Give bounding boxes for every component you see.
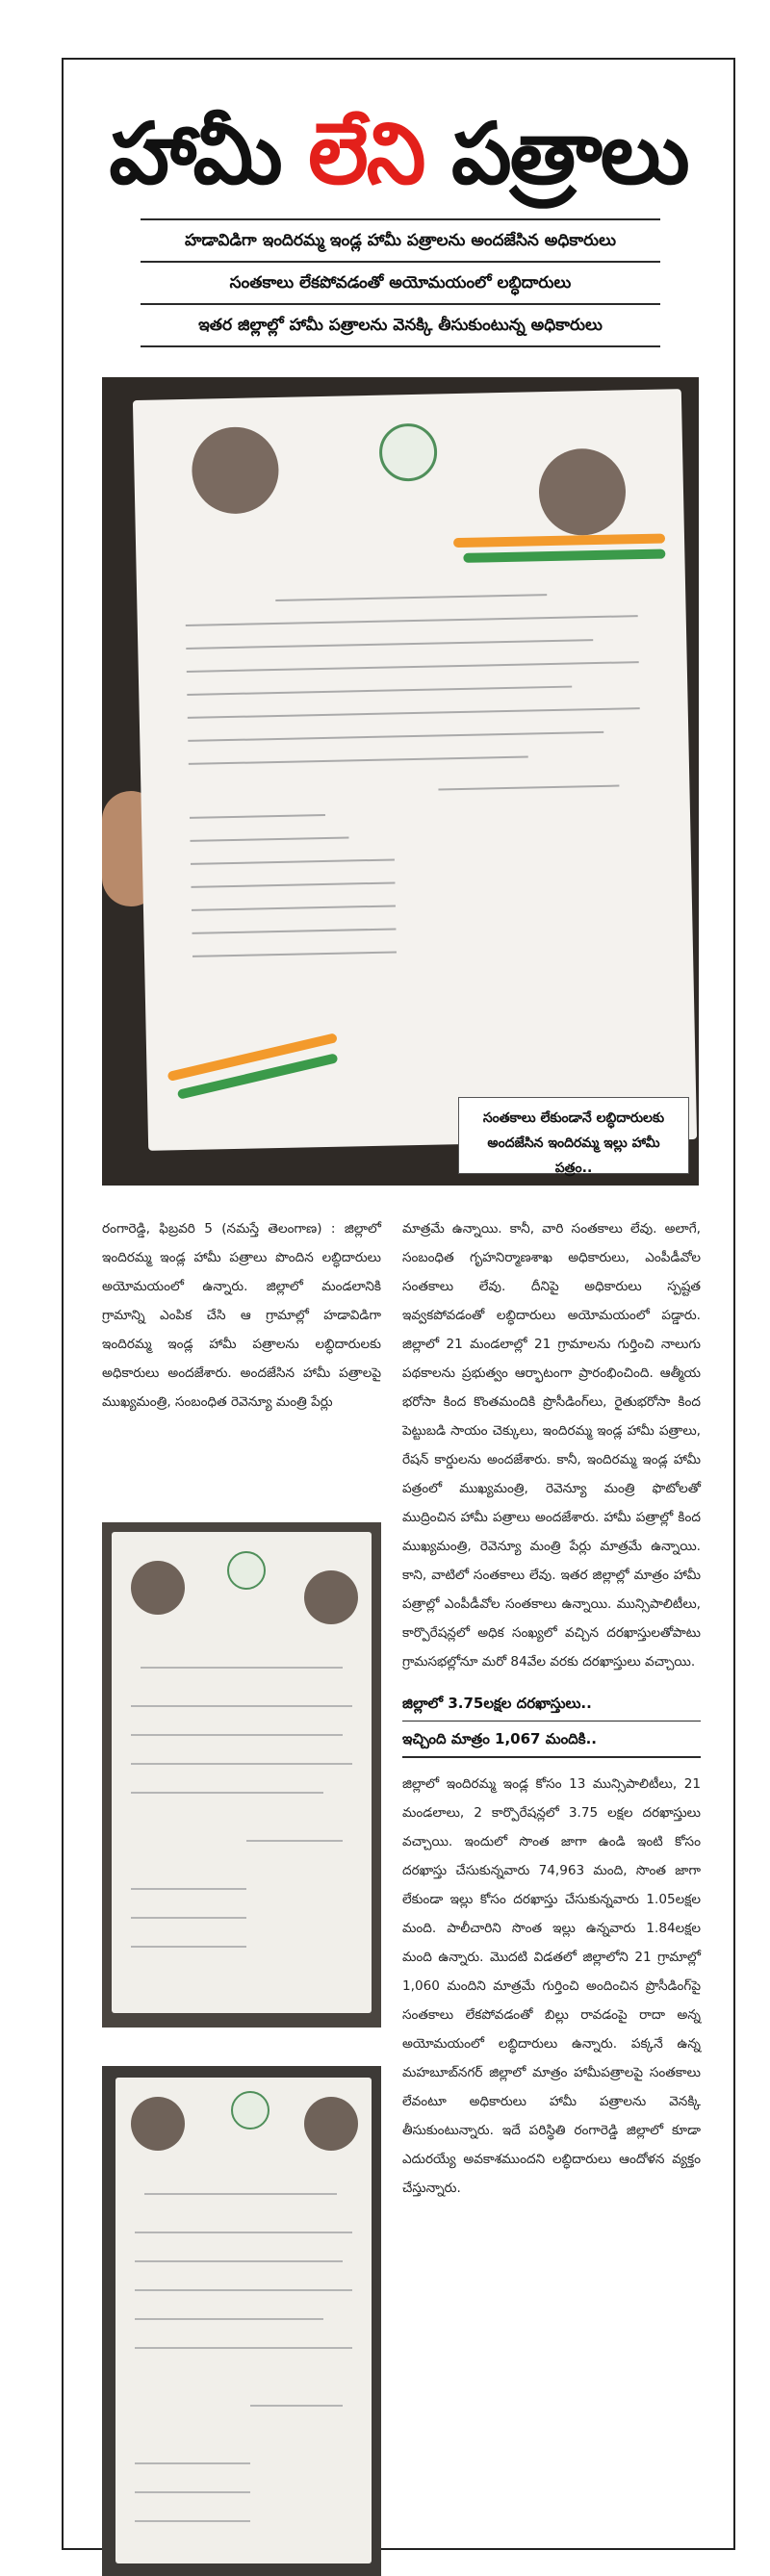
- headline-part-1: హామీ: [109, 104, 309, 203]
- revenue-minister-photo: [304, 1570, 358, 1624]
- article-paragraph-main: మాత్రమే ఉన్నాయి. కానీ, వారి సంతకాలు లేవు. అలాగే, సంబంధిత గృహనిర్మాణశాఖ అధికారులు, ఎంపీడీవోల సంతకాలు లేవు. దీనిపై అధికారులు స్పష్టత ఇవ్వకపోవడంతో లబ్ధిదారులు అయోమయంలో పడ్డారు. జిల్లాలో 21 మండలాల్లో 21 గ్రామాలను గుర్తించి నాలుగు పథకాలను ప్రభుత్వం ఆర్భాటంగా ప్రారంభించింది. ఆత్మీయ భరోసా కింద కొంతమందికి ప్రొసీడింగ్‌లు, రైతుభరోసా కింద పెట్టుబడి సాయం చెక్కులు, ఇందిరమ్మ ఇండ్ల హామీ పత్రాలు, రేషన్ కార్డులను అందజేశారు. కానీ, ఇందిరమ్మ ఇండ్ల హామీ పత్రంలో ముఖ్యమంత్రి, రెవెన్యూ మంత్రి ఫొటోలతో ముద్రించిన హామీ పత్రాలు అందజేశారు. హామీ పత్రాల్లో కింద ముఖ్యమంత్రి, రెవెన్యూ మంత్రి పేర్లు మాత్రమే ఉన్నాయి. కాని, వాటిలో సంతకాలు లేవు. ఇతర జిల్లాల్లో మాత్రం హామీ పత్రాల్లో ఎంపీడీవోల సంతకాలు ఉన్నాయి. మున్సిపాలిటీలు, కార్పొరేషన్లలో అధిక సంఖ్యలో వచ్చిన దరఖాస్తులతోపాటు గ్రామసభల్లోనూ మరో 84వేల వరకు దరఖాస్తులు వచ్చాయి.: [402, 1221, 701, 1670]
- document-paper-3: [116, 2078, 372, 2563]
- chief-minister-photo: [131, 2097, 185, 2151]
- chief-minister-photo: [192, 426, 280, 515]
- document-text-lines: [185, 592, 645, 979]
- revenue-minister-photo: [304, 2097, 358, 2151]
- state-emblem-icon: [378, 422, 437, 481]
- article-paragraph-intro: రంగారెడ్డి, ఫిబ్రవరి 5 (నమస్తే తెలంగాణ) : జిల్లాలో ఇందిరమ్మ ఇండ్ల హామీ పత్రాలు పొందిన లబ్ధిదారులు అయోమయంలో ఉన్నారు. జిల్లాలో మండలానికి గ్రామాన్ని ఎంపిక చేసి ఆ గ్రామాల్లో హడావిడిగా ఇందిరమ్మ ఇండ్ల హామీ పత్రాలను లబ్ధిదారులకు అధికారులు అందజేశారు. అందజేసిన హామీ పత్రాలపై ముఖ్యమంత్రి, సంబంధిత రెవెన్యూ మంత్రి పేర్లు: [102, 1221, 381, 1410]
- kicker-line: సంతకాలు లేకపోవడంతో అయోమయంలో లబ్ధిదారులు: [141, 263, 660, 305]
- kicker-line: హడావిడిగా ఇందిరమ్మ ఇండ్ల హామీ పత్రాలను అందజేసిన అధికారులు: [141, 218, 660, 263]
- revenue-minister-photo: [538, 447, 627, 536]
- guarantee-document-photo: [102, 377, 699, 1186]
- green-swoosh: [463, 548, 665, 562]
- document-paper-2: [112, 1532, 372, 2013]
- subheading-applications: జిల్లాలో 3.75లక్షల దరఖాస్తులు..: [402, 1686, 701, 1722]
- headline: [64, 102, 733, 206]
- document-photo-3: [102, 2066, 381, 2576]
- state-emblem-icon: [231, 2091, 270, 2130]
- photo-caption: సంతకాలు లేకుండానే లబ్ధిదారులకు అందజేసిన ఇందిరమ్మ ఇల్లు హామీ పత్రం..: [458, 1097, 689, 1174]
- chief-minister-photo: [131, 1561, 185, 1615]
- document-photo-2: [102, 1522, 381, 2028]
- document-paper: [133, 389, 697, 1151]
- headline-part-2-highlight: లేని: [308, 104, 424, 203]
- subheading-granted: ఇచ్చింది మాత్రం 1,067 మందికి..: [402, 1730, 597, 1747]
- state-emblem-icon: [227, 1551, 266, 1590]
- article-right-column: [402, 1214, 701, 2203]
- headline-part-3: పత్రాలు: [424, 104, 688, 203]
- article-left-column: [102, 1214, 381, 1416]
- subheading-block: [402, 1686, 701, 1758]
- kicker-list: [141, 218, 660, 347]
- article-paragraph-stats: జిల్లాలో ఇందిరమ్మ ఇండ్ల కోసం 13 మున్సిపాలిటీలు, 21 మండలాలు, 2 కార్పొరేషన్లలో 3.75 లక్షల దరఖాస్తులు వచ్చాయి. ఇందులో సొంత జాగా ఉండి ఇంటి కోసం దరఖాస్తు చేసుకున్నవారు 74,963 మంది, సొంత జాగా లేకుండా ఇల్లు కోసం దరఖాస్తు చేసుకున్నవారు 1.05లక్షల మంది. పాలీచారిని సొంత ఇల్లు ఉన్నవారు 1.84లక్షల మంది ఉన్నారు. మొదటి విడతలో జిల్లాలోని 21 గ్రామాల్లో 1,060 మందిని మాత్రమే గుర్తించి అందించిన ప్రొసీడింగ్‌పై సంతకాలు లేకపోవడంతో బిల్లు రావడంపై రాదా అన్న అయోమయంలో లబ్ధిదారులు ఉన్నారు. పక్కనే ఉన్న మహబూబ్‌నగర్ జిల్లాలో మాత్రం హామీపత్రాలపై సంతకాలు లేవంటూ అధికారులు హామీ పత్రాలను వెనక్కి తీసుకుంటున్నారు. ఇదే పరిస్థితి రంగారెడ్డి జిల్లాలో కూడా ఎదురయ్యే అవకాశముందని లబ్ధిదారులు ఆందోళన వ్యక్తం చేస్తున్నారు.: [402, 1776, 701, 2196]
- newspaper-clipping: [62, 58, 735, 2550]
- saffron-swoosh: [453, 534, 665, 548]
- kicker-line: ఇతర జిల్లాల్లో హామీ పత్రాలను వెనక్కి తీసుకుంటున్న అధికారులు: [141, 305, 660, 347]
